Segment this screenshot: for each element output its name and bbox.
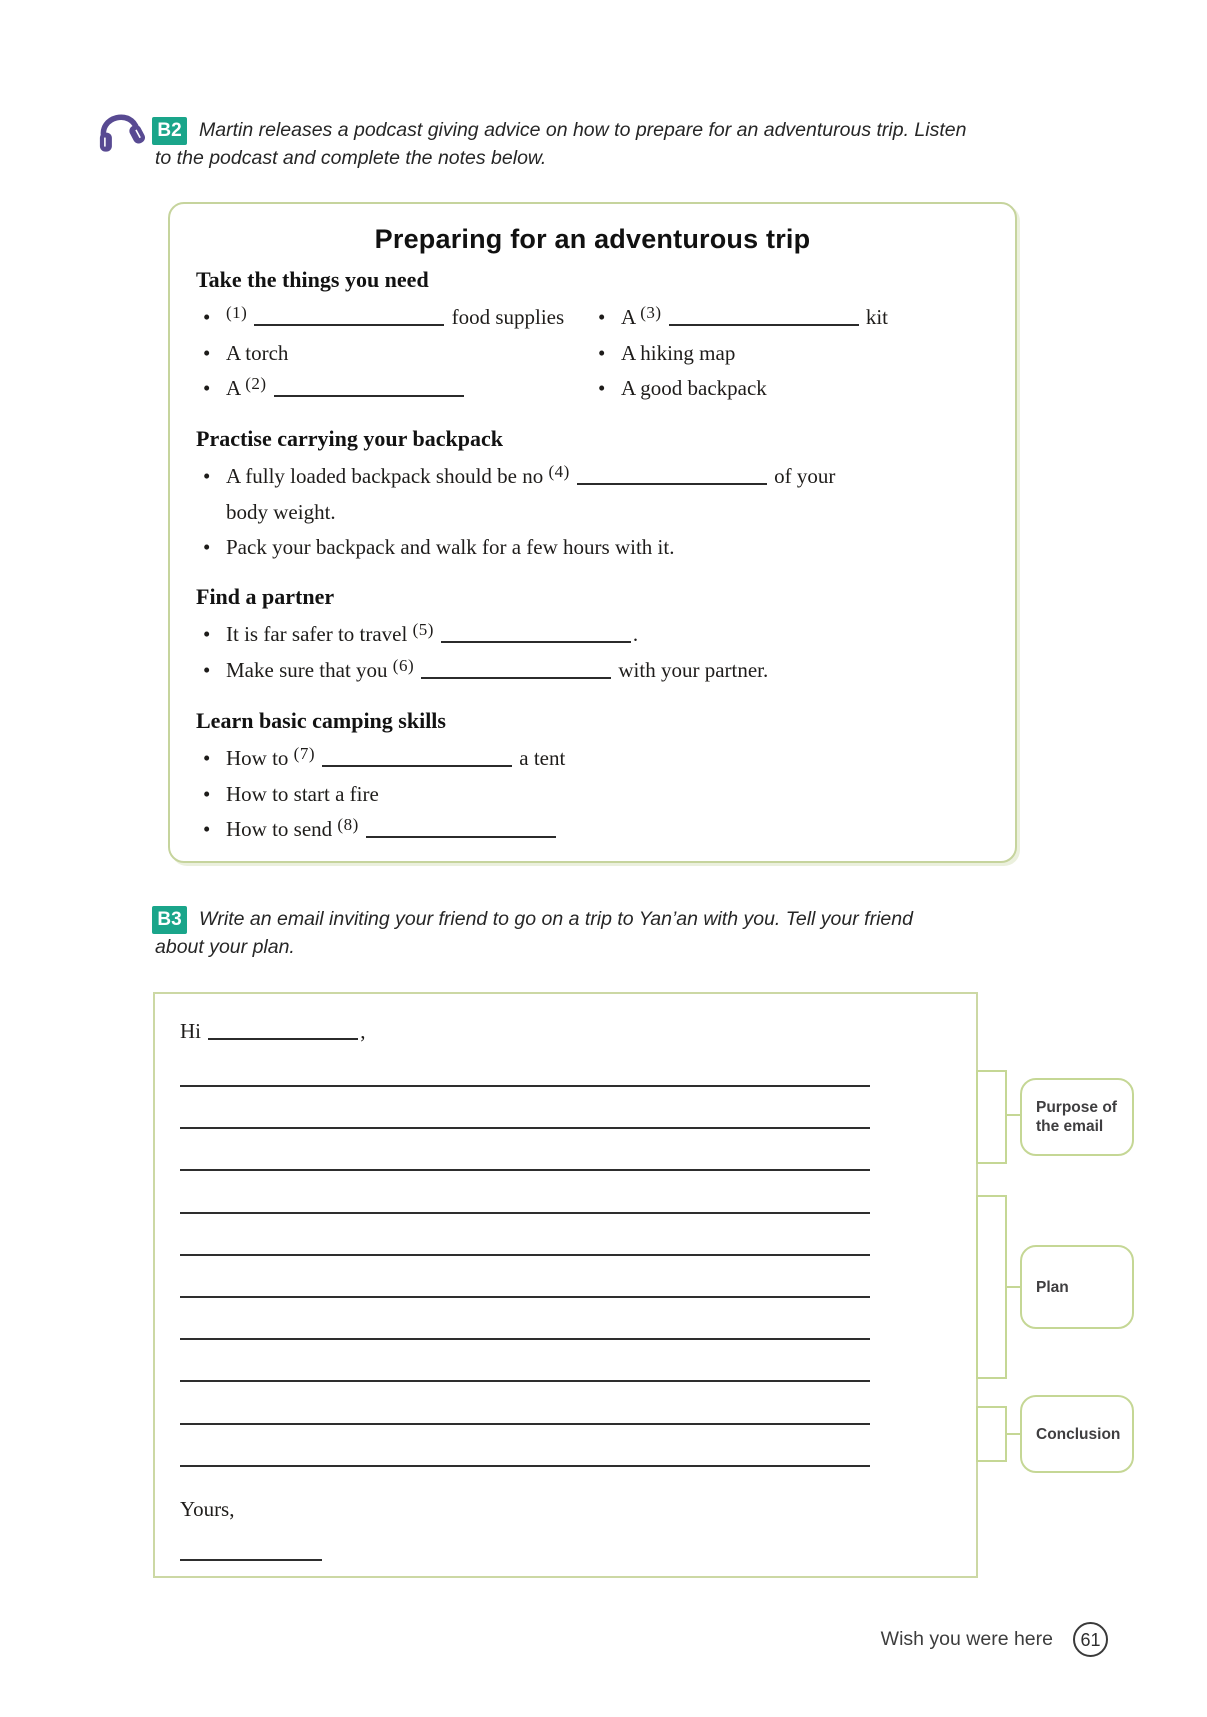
note-bullet	[196, 812, 989, 848]
greeting-blank[interactable]	[208, 1026, 358, 1040]
conclusion-connector	[1005, 1433, 1021, 1435]
note-text: of your	[768, 464, 836, 488]
note-text: How to	[226, 746, 294, 770]
b2-instruction	[155, 117, 1000, 172]
footer	[881, 1622, 1108, 1657]
note-bullet	[196, 653, 989, 689]
note-text: .	[632, 622, 639, 646]
fill-blank[interactable]	[322, 753, 512, 767]
b2-instruction-line1: Martin releases a podcast giving advice on how to prepare for an adventurous trip. Listen	[199, 119, 967, 141]
purpose-label	[1020, 1078, 1134, 1156]
writing-line[interactable]	[180, 1212, 870, 1214]
note-text: A hiking map	[621, 341, 736, 365]
fill-blank[interactable]	[421, 665, 611, 679]
fill-blank[interactable]	[669, 312, 859, 326]
fill-blank[interactable]	[366, 824, 556, 838]
plan-bracket	[976, 1195, 1007, 1379]
writing-line[interactable]	[180, 1169, 870, 1171]
note-bullet	[591, 300, 989, 336]
fill-blank[interactable]	[254, 312, 444, 326]
b3-instruction-line1: Write an email inviting your friend to go on a trip to Yan’an with you. Tell your friend	[199, 908, 913, 930]
blank-number: (5)	[412, 620, 434, 639]
note-text: Make sure that you	[226, 658, 393, 682]
signature-blank[interactable]	[180, 1559, 322, 1561]
b3-badge: B3	[152, 906, 187, 934]
blank-number: (6)	[392, 656, 415, 675]
note-bullet	[196, 300, 591, 336]
purpose-connector	[1005, 1114, 1021, 1116]
greeting-comma: ,	[360, 1019, 366, 1043]
writing-line[interactable]	[180, 1465, 870, 1467]
note-text: food supplies	[446, 305, 565, 329]
note-bullet	[591, 371, 989, 406]
note-text: A good backpack	[621, 376, 767, 400]
note-text: It is far safer to travel	[226, 622, 413, 646]
note-bullet	[196, 741, 989, 777]
purpose-label-text: Purpose of the email	[1036, 1099, 1117, 1135]
fill-blank[interactable]	[441, 629, 631, 643]
writing-line[interactable]	[180, 1338, 870, 1340]
page-number: 61	[1073, 1622, 1108, 1657]
section-heading: Find a partner	[196, 584, 335, 609]
plan-label-text: Plan	[1036, 1278, 1069, 1296]
note-text: How to send	[226, 817, 338, 841]
blank-number: (8)	[337, 815, 359, 834]
note-text: kit	[860, 305, 889, 329]
writing-line[interactable]	[180, 1423, 870, 1425]
note-bullet	[196, 459, 989, 530]
b2-badge: B2	[152, 117, 187, 145]
b3-instruction-line2: about your plan.	[155, 935, 295, 958]
closing: Yours,	[180, 1497, 235, 1521]
conclusion-label-text: Conclusion	[1036, 1425, 1121, 1443]
conclusion-bracket	[976, 1406, 1007, 1462]
two-column-bullets	[196, 300, 989, 407]
note-text: Pack your backpack and walk for a few hours with it.	[226, 535, 675, 559]
fill-blank[interactable]	[577, 471, 767, 485]
blank-number: (4)	[548, 462, 570, 481]
note-text: A fully loaded backpack should be no	[226, 464, 549, 488]
greeting-word: Hi	[180, 1019, 201, 1043]
note-text: How to start a fire	[226, 782, 379, 806]
blank-number: (3)	[640, 303, 662, 322]
note-bullet	[196, 777, 989, 812]
notes-title: Preparing for an adventurous trip	[374, 224, 811, 254]
writing-line[interactable]	[180, 1127, 870, 1129]
footer-title: Wish you were here	[880, 1628, 1053, 1650]
notes-sections	[196, 266, 989, 848]
section-heading: Practise carrying your backpack	[196, 426, 503, 451]
purpose-bracket	[976, 1070, 1007, 1164]
note-text: body weight.	[226, 500, 336, 524]
b2-instruction-line2: to the podcast and complete the notes below.	[155, 146, 547, 169]
note-bullet	[196, 530, 989, 565]
conclusion-label	[1020, 1395, 1134, 1473]
left-column	[196, 300, 591, 407]
email-box	[153, 992, 978, 1578]
greeting	[180, 1016, 366, 1046]
note-bullet	[196, 336, 591, 371]
fill-blank[interactable]	[274, 383, 464, 397]
right-column	[591, 300, 989, 407]
note-bullet	[196, 371, 591, 407]
blank-number: (7)	[293, 744, 315, 763]
note-text: a tent	[514, 746, 566, 770]
blank-number: (2)	[245, 374, 267, 393]
writing-line[interactable]	[180, 1254, 870, 1256]
b3-instruction	[155, 906, 1000, 961]
section-heading: Learn basic camping skills	[196, 708, 446, 733]
note-bullet	[196, 617, 989, 653]
note-text: with your partner.	[613, 658, 769, 682]
note-text: A	[621, 305, 641, 329]
writing-line[interactable]	[180, 1296, 870, 1298]
note-text: A torch	[226, 341, 289, 365]
note-text: A	[226, 376, 246, 400]
blank-number: (1)	[226, 303, 248, 322]
section-heading: Take the things you need	[196, 267, 429, 292]
notes-box	[168, 202, 1017, 863]
note-bullet	[591, 336, 989, 371]
writing-line[interactable]	[180, 1085, 870, 1087]
plan-connector	[1005, 1286, 1021, 1288]
headphones-icon	[93, 101, 145, 155]
plan-label	[1020, 1245, 1134, 1329]
writing-line[interactable]	[180, 1380, 870, 1382]
